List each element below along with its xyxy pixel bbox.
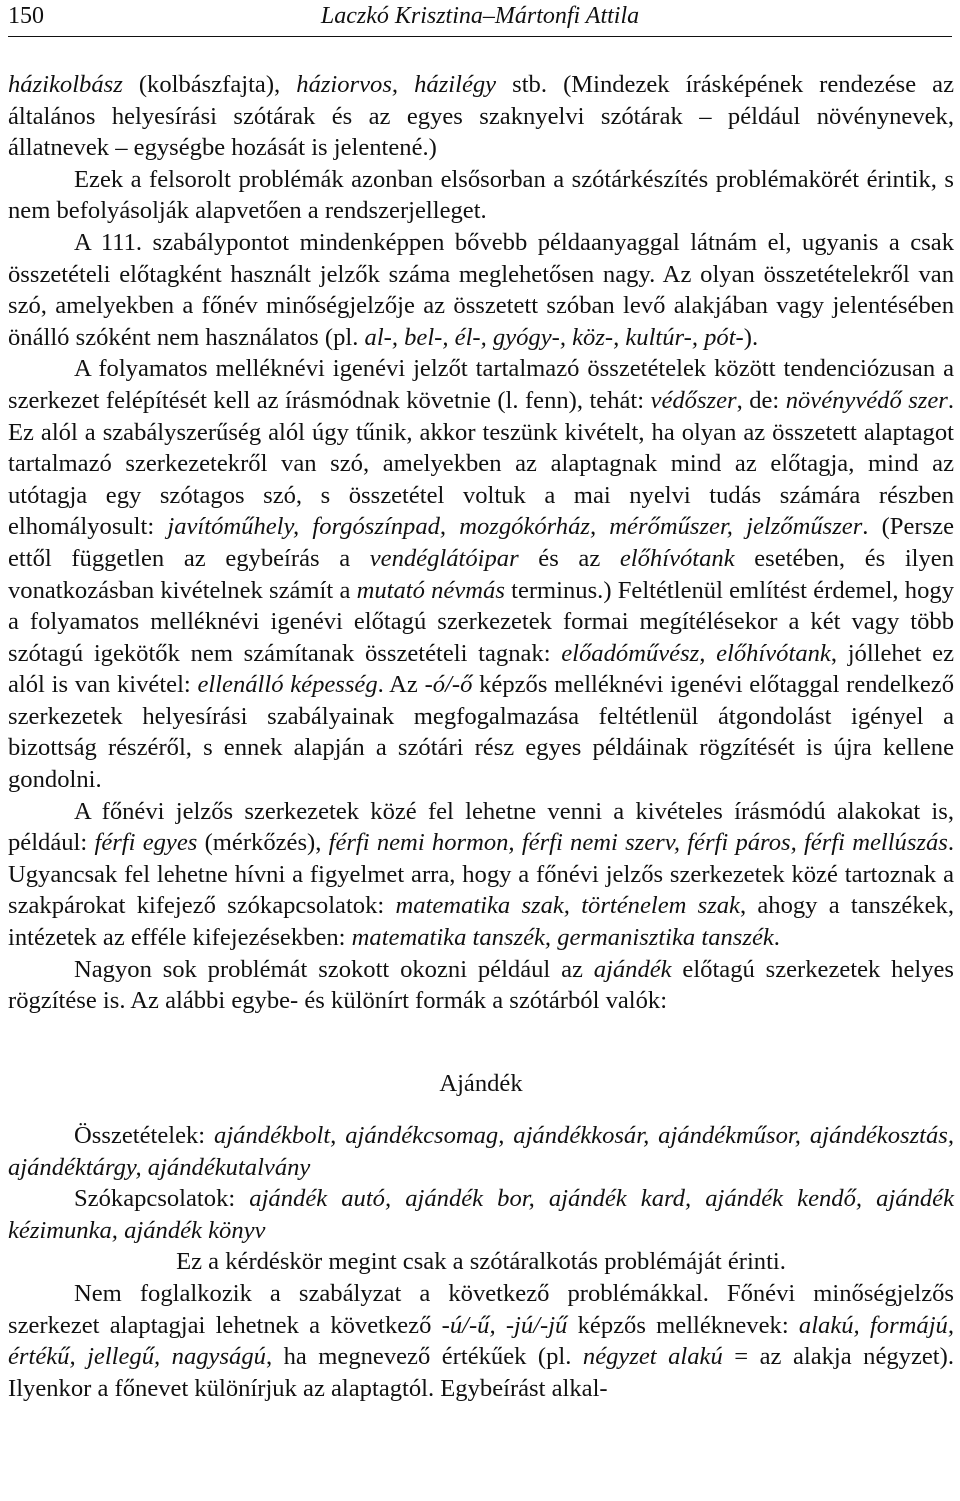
text-run: és az <box>518 544 620 572</box>
text-run: , ahogy a tanszékek, intézetek az efféle kifejezésekben: <box>8 892 954 952</box>
text-run: Ezek a felsorolt problémák azonban elsősorban a szótárkészítés problémakörét érintik, s nem befolyásolják alapvetően a rendszerjelleget. <box>8 165 954 225</box>
text-run: Szókapcsolatok: <box>74 1185 250 1213</box>
italic-run: előhívótank <box>619 544 735 572</box>
text-run: Ez a kérdéskör megint csak a szótáralkotás problémáját érinti. <box>176 1248 786 1276</box>
italic-run: ellenálló képesség <box>197 671 378 699</box>
italic-run: ajándék autó, ajándék bor, ajándék kard, ajándék kendő, ajándék kézimunka, ajándék könyv <box>8 1185 955 1244</box>
italic-run: -ú/-ű, -jú/-jű <box>441 1311 568 1339</box>
paragraph <box>8 1120 954 1183</box>
italic-run: növényvédő szer <box>785 386 948 414</box>
italic-run: ajándék <box>593 955 672 983</box>
text-run: , jóllehet ez alól is van kivétel: <box>8 639 954 699</box>
text-run: . Ez alól a szabályszerűség alól úgy tűnik, akkor teszünk kivételt, ha olyan az összetett alaptagot tartalmazó szerkezetekről van szó, amelyekben az alaptagnak mind az előtagja, mind az utótagja egy szótagos szó, s összetétel voltuk a mai nyelvi tudás számára részben elhomályosult: <box>8 386 954 541</box>
text-run: (mérkőzés), <box>197 829 329 857</box>
italic-run: vendéglátóipar <box>369 544 519 572</box>
italic-run: alakú, formájú, értékű, jellegű, nagyságú <box>8 1311 955 1371</box>
italic-run: matematika tanszék, germanisztika tanszék <box>351 924 774 952</box>
text-run: Nem foglalkozik a szabályzat a következő problémákkal. Főnévi minőségjelzős szerkezet alaptagjai lehetnek a következő <box>8 1279 954 1339</box>
text-run: Nagyon sok problémát szokott okozni például az <box>74 955 594 983</box>
text-run: képzős melléknévi igenévi előtaggal rendelkező szerkezetek helyesírási szabályainak megfogalmazása feltétlenül átgondolást igényel a bizottság részéről, s ennek alapján a szótári rész egyes példáinak rögzítését is újra kellene gondolni. <box>8 671 955 794</box>
text-run: . Ugyancsak fel lehetne hívni a figyelmet arra, hogy a főnévi jelzős szerkezetek közé tartoznak a szakpárokat kifejező szókapcsolatok: <box>8 829 955 920</box>
italic-run: matematika szak, történelem szak <box>395 892 740 920</box>
text-run: (kolbászfajta), <box>122 71 297 98</box>
text-run: A folyamatos melléknévi igenévi jelzőt tartalmazó összetételek között tendenciózusan a szerkezet felépítését kell az írásmódnak követnie (l. fenn), tehát: <box>8 355 954 414</box>
paragraph <box>8 1183 954 1246</box>
italic-run: férfi egyes <box>94 829 198 857</box>
text-run: , ha megnevező értékűek (pl. <box>265 1343 583 1371</box>
italic-run: mutató névmás <box>356 576 505 604</box>
paragraph <box>8 954 954 1017</box>
paragraph <box>8 1246 954 1278</box>
text-run: képzős melléknevek: <box>567 1311 799 1339</box>
paragraph <box>8 353 954 795</box>
text-run: Összetételek: <box>74 1122 215 1149</box>
running-title: Laczkó Krisztina–Mártonfi Attila <box>320 3 640 29</box>
italic-run: háziorvos, házilégy <box>296 71 497 98</box>
italic-run: védőszer <box>650 386 737 414</box>
page-number: 150 <box>8 3 44 29</box>
text-run: előtagú szerkezetek helyes rögzítése is. Az alábbi egybe- és különírt formák a szótárból valók: <box>8 955 954 1015</box>
paragraph <box>8 164 954 227</box>
text-run: A 111. szabálypontot mindenképpen bővebb példaanyaggal látnám el, ugyanis a csak összetételi előtagként használt jelzők száma meglehetősen nagy. Az olyan összetételekről van szó, amelyekben a főnév minőségjelzője az összetett szóban levő alakjában vagy jelentésében önálló szóként nem használatos (pl. <box>8 228 954 351</box>
spacer <box>8 1017 954 1049</box>
paragraph <box>8 796 954 954</box>
spacer <box>8 1048 954 1068</box>
text-run: . Az <box>377 671 425 699</box>
italic-run: előadóművész, előhívótank <box>561 639 831 667</box>
spacer <box>8 1100 954 1120</box>
paragraph <box>8 69 954 164</box>
text-run: esetében, és ilyen vonatkozásban kivételnek számít a <box>8 544 955 604</box>
section-heading: Ajándék <box>439 1070 523 1098</box>
italic-run: férfi nemi hormon, férfi nemi szerv, férfi páros, férfi mellúszás <box>328 829 948 857</box>
text-run: . (Persze ettől független az egybeírás a <box>8 513 954 572</box>
page-header <box>8 0 952 37</box>
italic-run: -ó/-ő <box>424 671 473 699</box>
text-run: ). <box>743 323 759 351</box>
italic-run: javítóműhely, forgószínpad, mozgókórház, mérőműszer, jelzőműszer <box>167 513 863 541</box>
text-run: . <box>773 924 780 952</box>
text-run: terminus.) Feltétlenül említést érdemel, hogy a folyamatos melléknévi igenévi előtagú szerkezetek formai megítélésekor a két vagy több szótagú igekötők nem számítanak összetételi tagnak: <box>8 576 954 667</box>
italic-run: házikolbász <box>8 71 123 98</box>
italic-run: ajándékbolt, ajándékcsomag, ajándékkosár, ajándékműsor, ajándékosztás, ajándéktárgy, ajándékutalvány <box>8 1122 954 1181</box>
italic-run: al-, bel-, él-, gyógy-, köz-, kultúr-, pót- <box>364 323 744 351</box>
paragraph <box>8 1278 954 1404</box>
paragraph <box>8 227 954 353</box>
text-run: = az alakja négyzet). Ilyenkor a főnevet különírjuk az alaptagtól. Egybeírást alkal- <box>8 1343 954 1402</box>
text-run: stb. (Mindezek írásképének rendezése az általános helyesírási szótárak és az egyes szaknyelvi szótárak – például növénynevek, állatnevek – egységbe hozását is jelentené.) <box>8 71 955 162</box>
text-run: A főnévi jelzős szerkezetek közé fel lehetne venni a kivételes írásmódú alakokat is, például: <box>8 797 954 857</box>
italic-run: négyzet alakú <box>582 1343 723 1371</box>
text-run: , de: <box>736 386 786 414</box>
body-text <box>8 69 954 1404</box>
